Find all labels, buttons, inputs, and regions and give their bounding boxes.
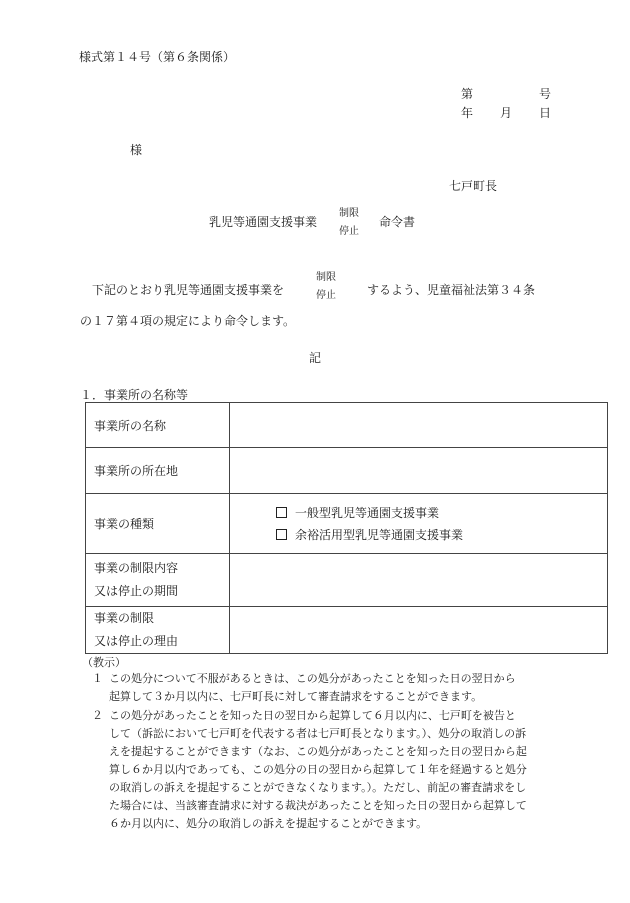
instruction-note-1 xyxy=(92,670,557,706)
instruction-heading: （教示） xyxy=(82,656,126,669)
restriction-reason-value xyxy=(230,607,608,654)
note-number: ２ xyxy=(92,709,103,722)
date-day: 日 xyxy=(539,106,552,120)
form-id: 様式第１４号（第６条関係） xyxy=(79,50,236,64)
date-month: 月 xyxy=(500,106,513,120)
table-row xyxy=(86,554,608,607)
recipient-suffix: 様 xyxy=(130,143,143,157)
restriction-label-line2: 又は停止の期間 xyxy=(94,584,179,598)
checkbox-icon[interactable] xyxy=(276,507,287,518)
doc-date xyxy=(461,104,561,121)
body-part2: するよう、児童福祉法第３４条 xyxy=(367,283,536,297)
note-line: この処分について不服があるときは、この処分があったことを知った日の翌日から xyxy=(109,672,516,685)
title-option-suspend: 停止 xyxy=(339,226,359,237)
business-type-label: 事業の種類 xyxy=(86,494,230,554)
business-type-option-surplus[interactable] xyxy=(238,524,599,546)
section1-heading: １．事業所の名称等 xyxy=(80,388,189,402)
note-line: えを提起することができます（なお、この処分があったことを知った日の翌日から起 xyxy=(109,745,527,758)
body-part1: 下記のとおり乳児等通園支援事業を xyxy=(92,283,285,297)
body-line2: の１７第４項の規定により命令します。 xyxy=(80,314,296,328)
restriction-period-label xyxy=(86,554,230,607)
doc-number-suffix: 号 xyxy=(539,87,552,101)
facility-address-label: 事業所の所在地 xyxy=(86,448,230,494)
note-line: この処分があったことを知った日の翌日から起算して６月以内に、七戸町を被告と xyxy=(109,709,516,722)
reason-label-line1: 事業の制限 xyxy=(94,611,155,625)
title-option-restrict: 制限 xyxy=(339,208,359,219)
title-main: 乳児等通園支援事業 xyxy=(209,215,318,229)
facility-address-value xyxy=(230,448,608,494)
restriction-reason-label xyxy=(86,607,230,654)
body-option-suspend: 停止 xyxy=(316,290,336,301)
date-year: 年 xyxy=(461,106,474,120)
table-row xyxy=(86,494,608,554)
facility-table xyxy=(85,402,608,654)
table-row xyxy=(86,403,608,448)
title-tail: 命令書 xyxy=(379,215,416,229)
note-number: １ xyxy=(92,672,103,685)
restriction-label-line1: 事業の制限内容 xyxy=(94,561,179,575)
body-option-restrict: 制限 xyxy=(316,272,336,283)
facility-name-label: 事業所の名称 xyxy=(86,403,230,448)
note-line: ６か月以内に、処分の取消しの訴えを提起することができます。 xyxy=(109,817,428,830)
business-type-option-label: 余裕活用型乳児等通園支援事業 xyxy=(295,528,464,542)
restriction-period-value xyxy=(230,554,608,607)
table-row xyxy=(86,607,608,654)
issuer: 七戸町長 xyxy=(449,179,498,193)
business-type-option-label: 一般型乳児等通園支援事業 xyxy=(295,506,440,520)
note-line: 算し６か月以内であっても、この処分の日の翌日から起算して１年を経過すると処分 xyxy=(109,763,527,776)
instruction-note-2 xyxy=(92,707,557,833)
note-line: 起算して３か月以内に、七戸町長に対して審査請求をすることができます。 xyxy=(109,690,483,703)
note-line: の取消しの訴えを提起することができなくなります。）。ただし、前記の審査請求をし xyxy=(109,781,527,794)
doc-number xyxy=(461,85,552,102)
note-line: して（訴訟において七戸町を代表する者は七戸町長となります。）、処分の取消しの訴 xyxy=(109,727,527,740)
business-type-options xyxy=(230,494,608,554)
reason-label-line2: 又は停止の理由 xyxy=(94,634,179,648)
checkbox-icon[interactable] xyxy=(276,529,287,540)
business-type-option-general[interactable] xyxy=(238,502,599,524)
ki-heading: 記 xyxy=(309,351,322,365)
note-line: た場合には、当該審査請求に対する裁決があったことを知った日の翌日から起算して xyxy=(109,799,527,812)
facility-name-value xyxy=(230,403,608,448)
doc-number-prefix: 第 xyxy=(461,87,474,101)
table-row xyxy=(86,448,608,494)
